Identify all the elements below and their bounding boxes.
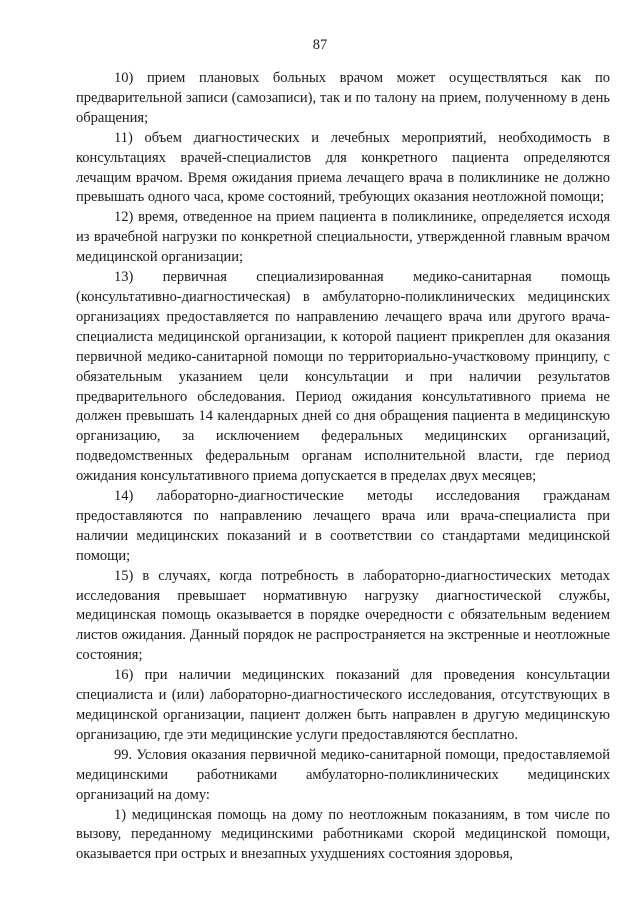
paragraph-item-12: 12) время, отведенное на прием пациента в поликлинике, определяется исходя из врачебной нагрузки по конкретной специальности, утвержденной главным врачом медицинской организации;	[76, 209, 610, 266]
paragraph-section-99: 99. Условия оказания первичной медико-санитарной помощи, предоставляемой медицинскими работниками амбулаторно-поликлинических медицинских организаций на дому:	[76, 746, 610, 803]
page-number: 87	[312, 37, 328, 53]
paragraph-item-16: 16) при наличии медицинских показаний для проведения консультации специалиста и (или) лабораторно-диагностического исследования, отсутствующих в медицинской организации, пациент должен быть направлен в другую медицинскую организацию, где эти медицинские услуги предоставляются бесплатно.	[76, 667, 610, 743]
paragraph-item-14: 14) лабораторно-диагностические методы исследования гражданам предоставляются по направлению лечащего врача или врача-специалиста при наличии медицинских показаний и в соответствии со стандартами медицинской помощи;	[76, 488, 610, 564]
paragraph-subitem-1: 1) медицинская помощь на дому по неотложным показаниям, в том числе по вызову, переданному медицинскими работниками скорой медицинской помощи, оказывается при острых и внезапных ухудшениях состояния здоровья,	[76, 806, 610, 863]
paragraph-item-11: 11) объем диагностических и лечебных мероприятий, необходимость в консультациях врачей-специалистов для конкретного пациента определяются лечащим врачом. Время ожидания приема лечащего врача в поликлинике не должно превышать одного часа, кроме состояний, требующих оказания неотложной помощи;	[76, 129, 610, 206]
document-body	[76, 69, 610, 865]
paragraph-item-13: 13) первичная специализированная медико-санитарная помощь (консультативно-диагностическая) в амбулаторно-поликлинических медицинских организациях предоставляется по направлению лечащего врача или другого врача-специалиста медицинской организации, к которой пациент прикреплен для оказания первичной медико-санитарной помощи по территориально-участковому принципу, с обязательным указанием цели консультации и при наличии результатов предварительного обследования. Период ожидания консультативного приема не должен превышать 14 календарных дней со дня обращения пациента в медицинскую организацию, за исключением федеральных медицинских организаций, подведомственных федеральным органам исполнительной власти, где период ожидания консультативного приема допускается в пределах двух месяцев;	[76, 269, 610, 485]
paragraph-item-15: 15) в случаях, когда потребность в лабораторно-диагностических методах исследования превышает нормативную нагрузку диагностической службы, медицинская помощь оказывается в порядке очередности с обязательным ведением листов ожидания. Данный порядок не распространяется на экстренные и неотложные состояния;	[76, 567, 610, 664]
paragraph-item-10: 10) прием плановых больных врачом может осуществляться как по предварительной записи (самозаписи), так и по талону на прием, полученному в день обращения;	[76, 70, 610, 126]
